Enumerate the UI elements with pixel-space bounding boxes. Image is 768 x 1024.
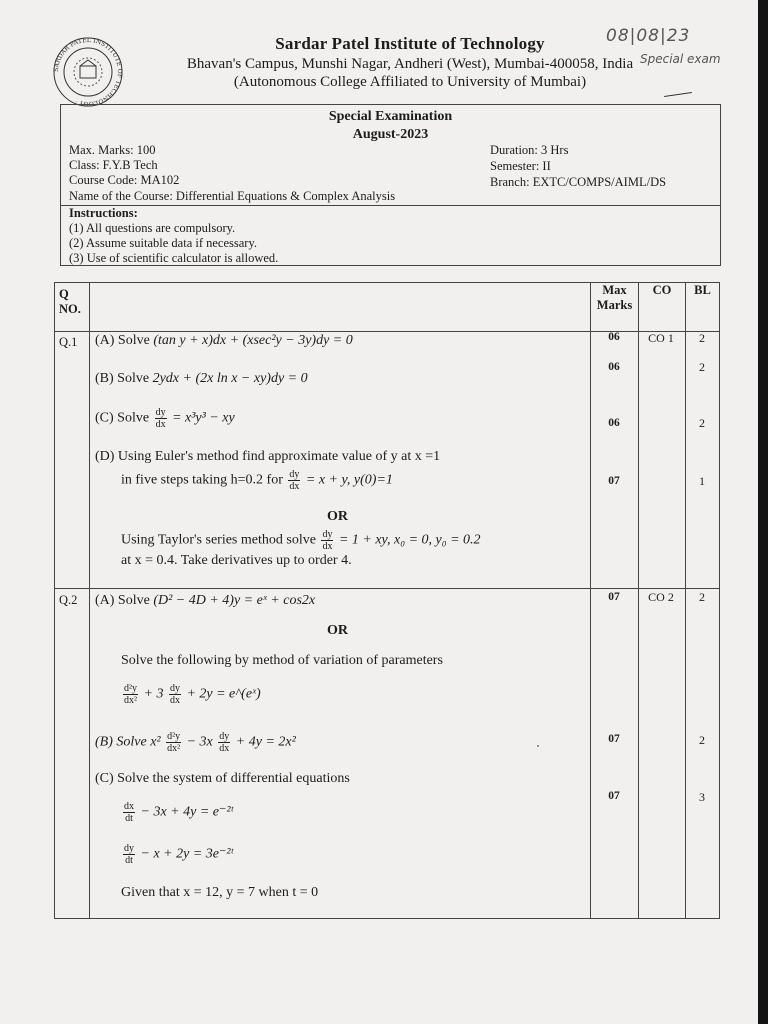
marks-value: 07: [608, 591, 620, 603]
q2-alt-equation: $\frac{\text{d²y}}{\text{dx²}}$ + 3 $\frac{dy}{dx}$ + 2y = e^(eˣ): [124, 683, 261, 706]
q1d-line2: in five steps taking h=0.2 for $\frac{dy}{dx}$ = x + y, y(0)=1: [121, 469, 393, 492]
q1d-line1: (D) Using Euler's method find approximate value of y at x =1: [95, 449, 441, 464]
marks-value: 07: [608, 733, 620, 745]
fraction: $\frac{dy}{dx}$: [155, 407, 166, 430]
header-co: CO: [652, 283, 672, 297]
bloom-level: 3: [699, 790, 705, 804]
q1b-text: (B) Solve 2ydx + (2x ln x − xy)dy = 0: [95, 371, 308, 386]
or-separator: OR: [327, 509, 348, 524]
question-number: Q.1: [59, 335, 78, 349]
course-outcome: CO 1: [648, 331, 674, 345]
duration: Duration: 3 Hrs: [490, 143, 569, 157]
marks-value: 06: [608, 331, 620, 343]
or-separator: OR: [327, 623, 348, 638]
q2a-text: (A) Solve (D² − 4D + 4)y = eˣ + cos2x: [95, 593, 316, 608]
bloom-level: 2: [699, 331, 705, 345]
q1-alt-line1: Using Taylor's series method solve $\frac{dy}{dx}$ = 1 + xy, x₀ = 0, y₀ = 0.2: [121, 529, 481, 552]
fraction: $\frac{dy}{dx}$: [289, 469, 300, 492]
handwritten-note: Special exam: [640, 52, 721, 66]
instruction-item: (3) Use of scientific calculator is allowed.: [69, 251, 279, 265]
college-header: [150, 34, 670, 91]
bloom-level: 2: [699, 590, 705, 604]
college-address: Bhavan's Campus, Munshi Nagar, Andheri (West), Mumbai-400058, India: [186, 56, 634, 72]
bloom-level: 1: [699, 474, 705, 488]
branch: Branch: EXTC/COMPS/AIML/DS: [490, 175, 667, 189]
course-code: Course Code: MA102: [69, 173, 180, 187]
exam-title: Special Examination: [328, 109, 453, 124]
row-divider: [55, 588, 719, 589]
marks-value: 06: [608, 361, 620, 373]
q2c-equation-1: $\frac{dx}{dt}$ − 3x + 4y = e⁻²ᵗ: [124, 801, 233, 824]
exam-info-box: [60, 104, 721, 266]
semester: Semester: II: [490, 159, 551, 173]
max-marks: Max. Marks: 100: [69, 143, 156, 157]
college-affiliation: (Autonomous College Affiliated to University of Mumbai): [233, 74, 587, 90]
instruction-item: (1) All questions are compulsory.: [69, 221, 236, 235]
marks-value: 07: [608, 475, 620, 487]
scan-speck: [537, 745, 539, 747]
question-table: [54, 282, 720, 919]
header-bl: BL: [694, 283, 711, 297]
header-qno: Q NO.: [59, 287, 81, 316]
divider: [61, 205, 720, 206]
bloom-level: 2: [699, 360, 705, 374]
fraction: $\frac{\text{d²y}}{\text{dx²}}$: [167, 731, 181, 754]
handwritten-mark: [664, 92, 692, 97]
column-divider: [590, 283, 591, 918]
course-name: Name of the Course: Differential Equations & Complex Analysis: [69, 189, 396, 203]
bloom-level: 2: [699, 733, 705, 747]
question-number: Q.2: [59, 593, 78, 607]
marks-value: 06: [608, 417, 620, 429]
fraction: $\frac{dy}{dx}$: [322, 529, 333, 552]
q1-alt-line2: at x = 0.4. Take derivatives up to order 4.: [121, 553, 352, 568]
fraction: $\frac{dy}{dx}$: [169, 683, 180, 706]
fraction: $\frac{\text{d²y}}{\text{dx²}}$: [124, 683, 137, 706]
q2b-text: (B) Solve x² $\frac{\text{d²y}}{\text{dx²}}$ − 3x $\frac{dy}{dx}$ + 4y = 2x²: [95, 731, 296, 754]
scan-edge: [758, 0, 768, 1024]
svg-text:SARDAR PATEL INSTITUTE OF TECH: SARDAR PATEL INSTITUTE OF TECHNOLOGY ·: [52, 36, 124, 108]
fraction: $\frac{dx}{dt}$: [124, 801, 134, 824]
q2-alt-line1: Solve the following by method of variation of parameters: [121, 653, 443, 668]
college-name: Sardar Patel Institute of Technology: [275, 34, 545, 53]
instructions-title: Instructions:: [69, 206, 138, 220]
column-divider: [89, 283, 90, 918]
fraction: $\frac{dy}{dt}$: [124, 843, 134, 866]
q2c-condition: Given that x = 12, y = 7 when t = 0: [121, 885, 319, 900]
column-divider: [685, 283, 686, 918]
bloom-level: 2: [699, 416, 705, 430]
q2c-equation-2: $\frac{dy}{dt}$ − x + 2y = 3e⁻²ᵗ: [124, 843, 233, 866]
marks-value: 07: [608, 790, 620, 802]
header-max-marks: Max Marks: [596, 283, 633, 312]
q1a-text: (A) Solve (tan y + x)dx + (xsec²y − 3y)dy = 0: [95, 333, 353, 348]
q2c-line1: (C) Solve the system of differential equations: [95, 771, 350, 786]
fraction: $\frac{dy}{dx}$: [219, 731, 230, 754]
college-seal-logo: [44, 34, 132, 110]
course-outcome: CO 2: [648, 590, 674, 604]
instruction-item: (2) Assume suitable data if necessary.: [69, 236, 258, 250]
class-label: Class: F.Y.B Tech: [69, 158, 158, 172]
handwritten-date: 08|08|23: [606, 26, 691, 46]
exam-session: August-2023: [352, 127, 429, 142]
q1c-text: (C) Solve $\frac{dy}{dx}$ = x³y³ − xy: [95, 407, 235, 430]
